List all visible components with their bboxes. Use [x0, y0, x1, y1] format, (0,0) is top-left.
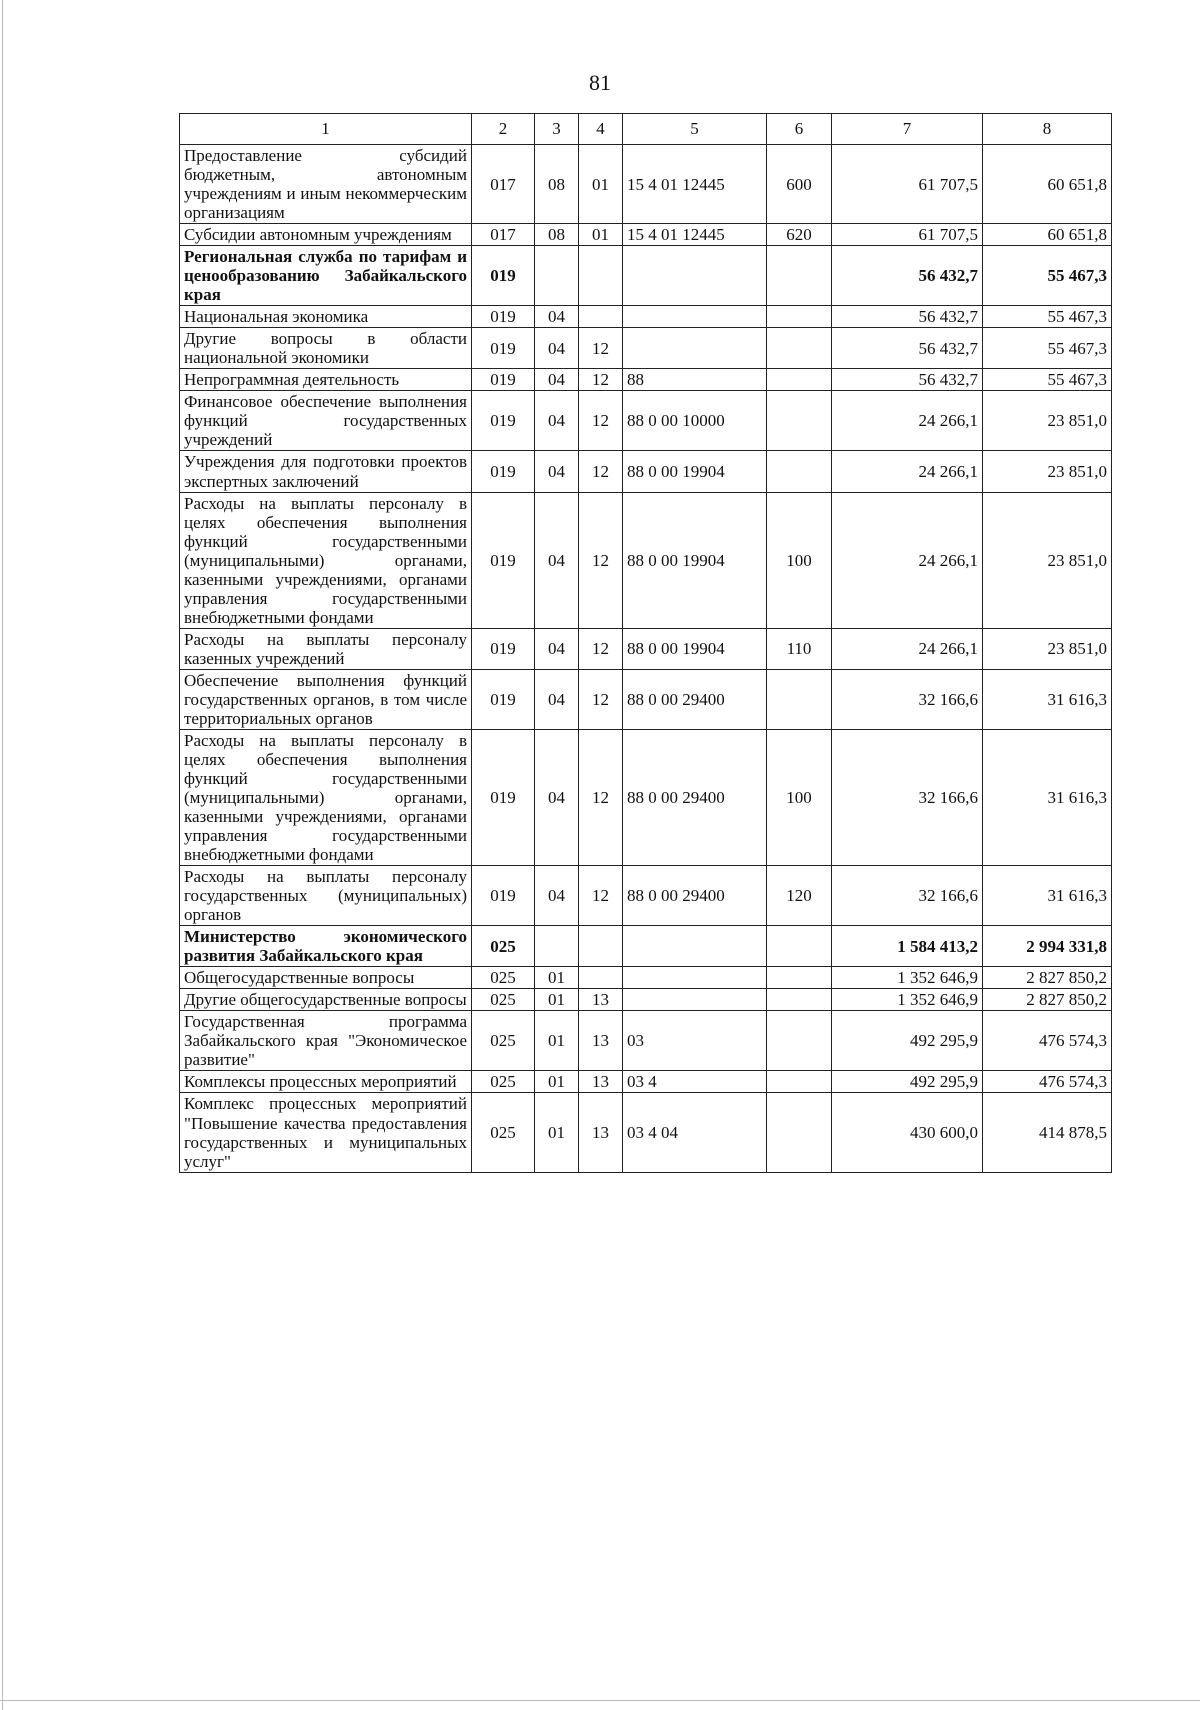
- column-header-2: 2: [472, 114, 535, 145]
- cell-col-3: 08: [535, 145, 579, 224]
- cell-col-6: 120: [767, 866, 832, 926]
- cell-col-2: 019: [472, 246, 535, 306]
- cell-col-6: [767, 246, 832, 306]
- cell-col-3: 04: [535, 328, 579, 369]
- cell-col-4: 12: [579, 369, 623, 391]
- cell-col-5: [623, 246, 767, 306]
- table-row: [180, 246, 1112, 306]
- table-row: [180, 224, 1112, 246]
- table-row: [180, 451, 1112, 492]
- cell-col-5: 03: [623, 1011, 767, 1071]
- cell-row-name: Непрограммная деятельность: [180, 369, 472, 391]
- column-header-5: 5: [623, 114, 767, 145]
- cell-col-6: [767, 391, 832, 451]
- cell-col-4: 12: [579, 729, 623, 865]
- cell-col-3: 04: [535, 391, 579, 451]
- cell-col-3: 04: [535, 492, 579, 628]
- cell-col-2: 025: [472, 989, 535, 1011]
- cell-col-8: 23 851,0: [983, 628, 1112, 669]
- column-header-3: 3: [535, 114, 579, 145]
- cell-col-5: 88 0 00 19904: [623, 451, 767, 492]
- cell-col-2: 019: [472, 391, 535, 451]
- cell-col-5: [623, 306, 767, 328]
- budget-table: [179, 113, 1112, 1173]
- header-row: [180, 114, 1112, 145]
- cell-col-4: 13: [579, 1011, 623, 1071]
- column-header-6: 6: [767, 114, 832, 145]
- cell-col-7: 61 707,5: [832, 145, 983, 224]
- cell-col-8: 60 651,8: [983, 224, 1112, 246]
- cell-col-2: 019: [472, 628, 535, 669]
- cell-col-7: 492 295,9: [832, 1071, 983, 1093]
- page-number: 81: [589, 70, 611, 95]
- cell-col-7: 61 707,5: [832, 224, 983, 246]
- cell-col-8: 31 616,3: [983, 729, 1112, 865]
- cell-col-6: [767, 669, 832, 729]
- cell-row-name: Предоставление субсидий бюджетным, автономным учреждениям и иным некоммерческим организациям: [180, 145, 472, 224]
- cell-col-8: 23 851,0: [983, 492, 1112, 628]
- cell-col-5: 88 0 00 29400: [623, 669, 767, 729]
- cell-col-6: 100: [767, 492, 832, 628]
- cell-col-3: 01: [535, 967, 579, 989]
- cell-col-5: 03 4: [623, 1071, 767, 1093]
- cell-col-2: 019: [472, 328, 535, 369]
- cell-row-name: Министерство экономического развития Забайкальского края: [180, 926, 472, 967]
- table-row: [180, 369, 1112, 391]
- cell-col-5: 03 4 04: [623, 1093, 767, 1172]
- table-row: [180, 391, 1112, 451]
- cell-col-5: 88 0 00 19904: [623, 628, 767, 669]
- cell-col-2: 025: [472, 1011, 535, 1071]
- cell-col-7: 24 266,1: [832, 492, 983, 628]
- scan-edge-bottom: [0, 1700, 1200, 1701]
- cell-col-8: 55 467,3: [983, 328, 1112, 369]
- cell-col-3: [535, 926, 579, 967]
- cell-col-6: [767, 989, 832, 1011]
- table-row: [180, 1071, 1112, 1093]
- cell-col-3: [535, 246, 579, 306]
- cell-col-6: 100: [767, 729, 832, 865]
- cell-col-8: 476 574,3: [983, 1071, 1112, 1093]
- cell-col-5: 15 4 01 12445: [623, 145, 767, 224]
- cell-col-2: 019: [472, 451, 535, 492]
- cell-col-3: 04: [535, 866, 579, 926]
- cell-col-8: 55 467,3: [983, 306, 1112, 328]
- cell-col-5: 15 4 01 12445: [623, 224, 767, 246]
- cell-col-7: 1 584 413,2: [832, 926, 983, 967]
- cell-col-6: 600: [767, 145, 832, 224]
- cell-col-6: 620: [767, 224, 832, 246]
- cell-col-7: 56 432,7: [832, 328, 983, 369]
- table-row: [180, 926, 1112, 967]
- scan-edge-left: [2, 0, 3, 1710]
- cell-row-name: Учреждения для подготовки проектов экспертных заключений: [180, 451, 472, 492]
- cell-col-2: 017: [472, 224, 535, 246]
- table-row: [180, 1093, 1112, 1172]
- cell-col-7: 56 432,7: [832, 246, 983, 306]
- cell-col-2: 019: [472, 492, 535, 628]
- cell-col-3: 04: [535, 729, 579, 865]
- cell-col-8: 55 467,3: [983, 246, 1112, 306]
- cell-col-8: 31 616,3: [983, 669, 1112, 729]
- cell-col-7: 32 166,6: [832, 669, 983, 729]
- column-header-4: 4: [579, 114, 623, 145]
- cell-row-name: Обеспечение выполнения функций государственных органов, в том числе территориальных органов: [180, 669, 472, 729]
- cell-col-2: 017: [472, 145, 535, 224]
- table-row: [180, 628, 1112, 669]
- column-header-7: 7: [832, 114, 983, 145]
- cell-row-name: Финансовое обеспечение выполнения функций государственных учреждений: [180, 391, 472, 451]
- cell-col-7: 56 432,7: [832, 306, 983, 328]
- cell-col-2: 019: [472, 729, 535, 865]
- cell-col-2: 019: [472, 669, 535, 729]
- cell-col-5: 88 0 00 19904: [623, 492, 767, 628]
- cell-col-7: 492 295,9: [832, 1011, 983, 1071]
- cell-col-3: 01: [535, 989, 579, 1011]
- cell-col-2: 019: [472, 369, 535, 391]
- cell-col-7: 1 352 646,9: [832, 967, 983, 989]
- table-row: [180, 328, 1112, 369]
- cell-col-8: 60 651,8: [983, 145, 1112, 224]
- cell-col-2: 019: [472, 306, 535, 328]
- cell-col-7: 1 352 646,9: [832, 989, 983, 1011]
- cell-col-4: 12: [579, 866, 623, 926]
- cell-col-6: [767, 1093, 832, 1172]
- cell-col-6: 110: [767, 628, 832, 669]
- cell-col-6: [767, 967, 832, 989]
- cell-col-5: [623, 926, 767, 967]
- cell-col-5: [623, 989, 767, 1011]
- cell-row-name: Субсидии автономным учреждениям: [180, 224, 472, 246]
- cell-col-5: 88 0 00 29400: [623, 729, 767, 865]
- cell-row-name: Расходы на выплаты персоналу казенных учреждений: [180, 628, 472, 669]
- cell-col-4: 12: [579, 391, 623, 451]
- cell-col-2: 019: [472, 866, 535, 926]
- cell-col-7: 430 600,0: [832, 1093, 983, 1172]
- cell-col-3: 01: [535, 1071, 579, 1093]
- cell-row-name: Региональная служба по тарифам и ценообразованию Забайкальского края: [180, 246, 472, 306]
- cell-row-name: Государственная программа Забайкальского края "Экономическое развитие": [180, 1011, 472, 1071]
- cell-col-7: 24 266,1: [832, 628, 983, 669]
- cell-col-3: 04: [535, 628, 579, 669]
- cell-col-7: 24 266,1: [832, 391, 983, 451]
- cell-col-5: [623, 967, 767, 989]
- cell-col-8: 2 827 850,2: [983, 989, 1112, 1011]
- cell-row-name: Другие общегосударственные вопросы: [180, 989, 472, 1011]
- table-row: [180, 492, 1112, 628]
- table-row: [180, 729, 1112, 865]
- cell-row-name: Расходы на выплаты персоналу в целях обеспечения выполнения функций государственными (муниципальными) органами, казенными учреждениями, органами управления государственными внебюджетными фондами: [180, 729, 472, 865]
- cell-col-5: [623, 328, 767, 369]
- cell-col-4: [579, 926, 623, 967]
- cell-col-6: [767, 926, 832, 967]
- cell-col-8: 2 994 331,8: [983, 926, 1112, 967]
- cell-col-4: 12: [579, 451, 623, 492]
- cell-row-name: Комплексы процессных мероприятий: [180, 1071, 472, 1093]
- cell-col-6: [767, 451, 832, 492]
- table-row: [180, 967, 1112, 989]
- column-header-1: 1: [180, 114, 472, 145]
- cell-col-2: 025: [472, 1071, 535, 1093]
- cell-col-2: 025: [472, 1093, 535, 1172]
- cell-col-5: 88: [623, 369, 767, 391]
- cell-col-2: 025: [472, 926, 535, 967]
- cell-col-6: [767, 306, 832, 328]
- cell-row-name: Общегосударственные вопросы: [180, 967, 472, 989]
- table-row: [180, 989, 1112, 1011]
- cell-row-name: Расходы на выплаты персоналу в целях обеспечения выполнения функций государственными (муниципальными) органами, казенными учреждениями, органами управления государственными внебюджетными фондами: [180, 492, 472, 628]
- cell-row-name: Комплекс процессных мероприятий "Повышение качества предоставления государственных и муниципальных услуг": [180, 1093, 472, 1172]
- cell-col-7: 32 166,6: [832, 729, 983, 865]
- cell-col-4: 12: [579, 492, 623, 628]
- cell-col-8: 2 827 850,2: [983, 967, 1112, 989]
- cell-row-name: Расходы на выплаты персоналу государственных (муниципальных) органов: [180, 866, 472, 926]
- cell-col-7: 24 266,1: [832, 451, 983, 492]
- table-row: [180, 669, 1112, 729]
- cell-col-4: [579, 306, 623, 328]
- cell-col-4: [579, 967, 623, 989]
- cell-col-4: 12: [579, 328, 623, 369]
- cell-col-3: 04: [535, 669, 579, 729]
- cell-col-5: 88 0 00 29400: [623, 866, 767, 926]
- column-header-8: 8: [983, 114, 1112, 145]
- cell-col-6: [767, 369, 832, 391]
- table-row: [180, 306, 1112, 328]
- cell-col-4: 13: [579, 1071, 623, 1093]
- cell-col-8: 55 467,3: [983, 369, 1112, 391]
- table-row: [180, 866, 1112, 926]
- cell-col-4: 13: [579, 989, 623, 1011]
- cell-col-6: [767, 1011, 832, 1071]
- cell-col-6: [767, 1071, 832, 1093]
- cell-col-6: [767, 328, 832, 369]
- cell-col-7: 56 432,7: [832, 369, 983, 391]
- cell-col-4: 12: [579, 628, 623, 669]
- cell-col-3: 04: [535, 451, 579, 492]
- table-row: [180, 1011, 1112, 1071]
- cell-col-4: 12: [579, 669, 623, 729]
- cell-col-4: 01: [579, 224, 623, 246]
- cell-col-3: 01: [535, 1093, 579, 1172]
- cell-col-3: 04: [535, 306, 579, 328]
- cell-col-7: 32 166,6: [832, 866, 983, 926]
- cell-col-4: [579, 246, 623, 306]
- cell-col-3: 01: [535, 1011, 579, 1071]
- cell-col-4: 01: [579, 145, 623, 224]
- cell-col-8: 414 878,5: [983, 1093, 1112, 1172]
- cell-row-name: Другие вопросы в области национальной экономики: [180, 328, 472, 369]
- cell-col-8: 23 851,0: [983, 391, 1112, 451]
- cell-col-8: 23 851,0: [983, 451, 1112, 492]
- table-body: [180, 145, 1112, 1173]
- cell-row-name: Национальная экономика: [180, 306, 472, 328]
- cell-col-5: 88 0 00 10000: [623, 391, 767, 451]
- table-row: [180, 145, 1112, 224]
- cell-col-4: 13: [579, 1093, 623, 1172]
- cell-col-8: 31 616,3: [983, 866, 1112, 926]
- cell-col-3: 04: [535, 369, 579, 391]
- cell-col-3: 08: [535, 224, 579, 246]
- cell-col-2: 025: [472, 967, 535, 989]
- cell-col-8: 476 574,3: [983, 1011, 1112, 1071]
